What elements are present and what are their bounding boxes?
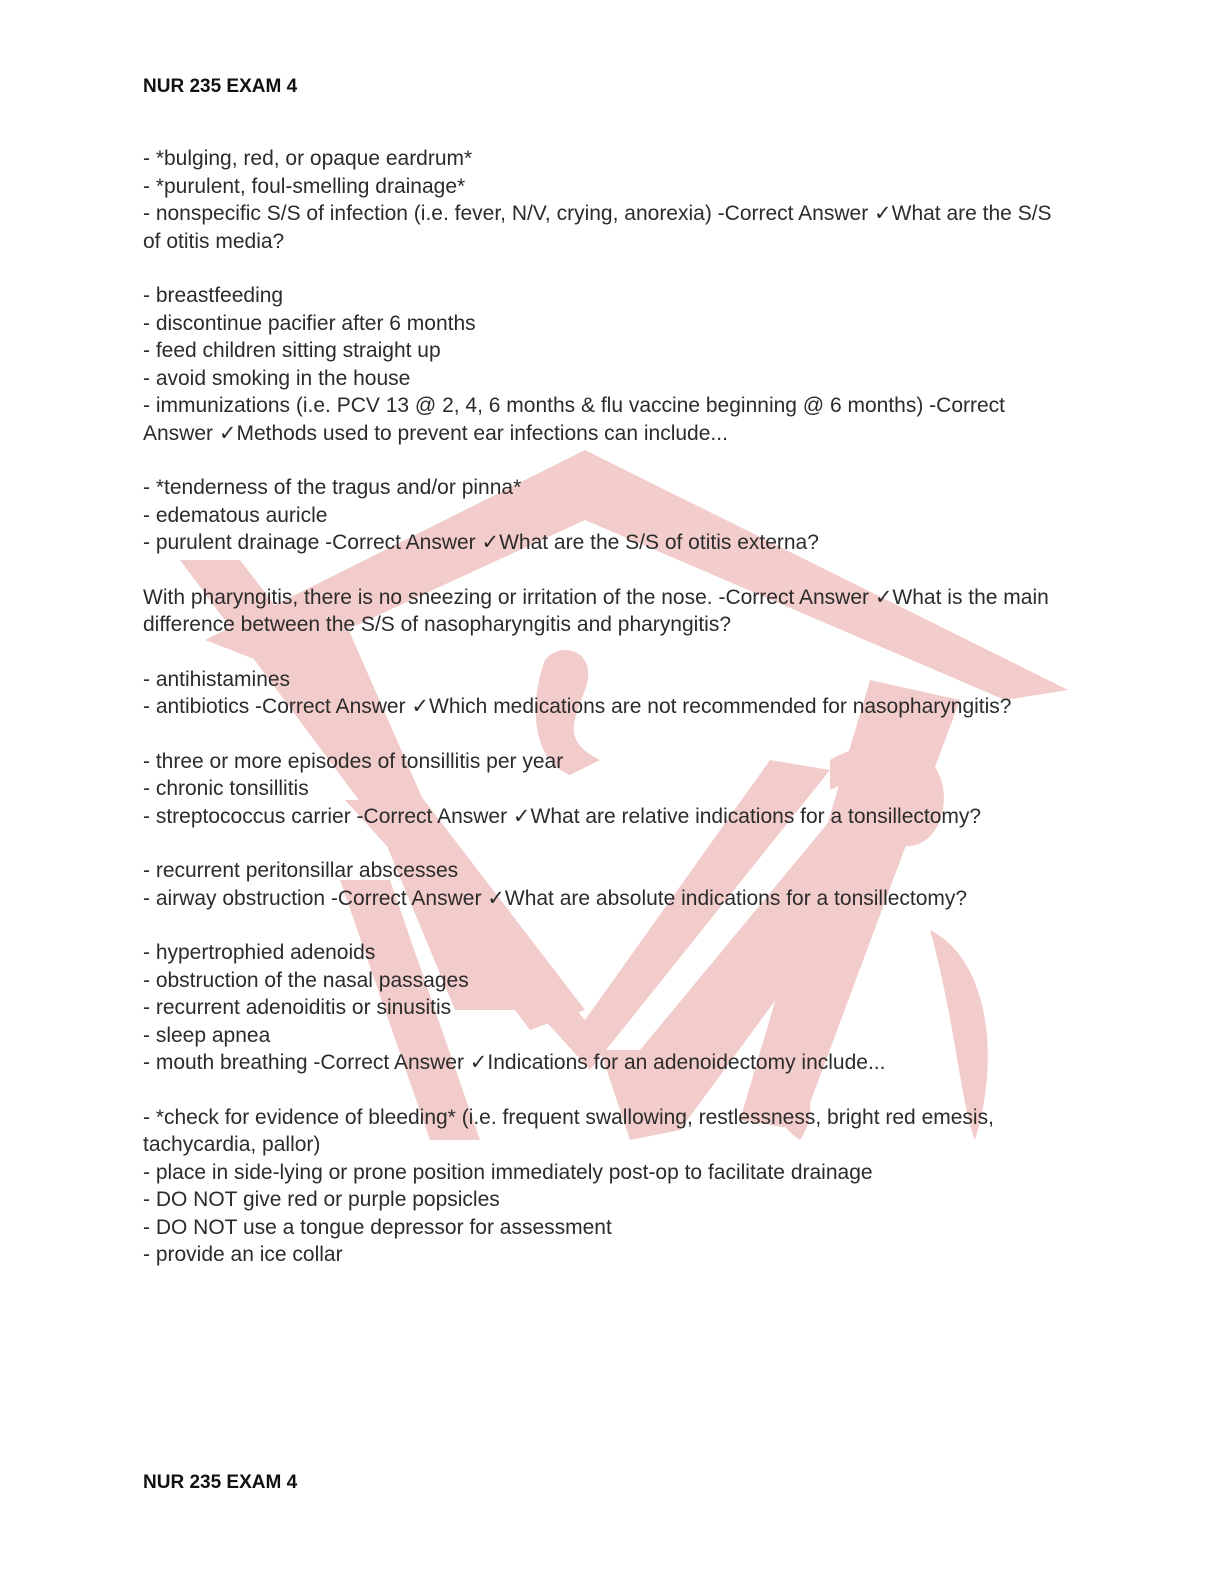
- text-line: - chronic tonsillitis: [143, 777, 309, 800]
- qa-block: [143, 584, 1063, 639]
- text-line: - three or more episodes of tonsillitis per year: [143, 749, 564, 773]
- qa-block: [143, 666, 1063, 721]
- page-header: NUR 235 EXAM 4: [143, 76, 298, 97]
- text-line: - streptococcus carrier -Correct Answer ✓What are relative indications for a tonsillectomy?: [143, 804, 982, 828]
- qa-block: [143, 857, 1063, 912]
- text-line: - *check for evidence of bleeding* (i.e. frequent swallowing, restlessness, bright red emesis, tachycardia, pallor): [143, 1105, 994, 1156]
- text-line: - discontinue pacifier after 6 months: [143, 311, 476, 335]
- text-line: - avoid smoking in the house: [143, 366, 411, 390]
- text-line: - recurrent adenoiditis or sinusitis: [143, 996, 452, 1019]
- qa-block: [143, 1104, 1063, 1269]
- text-line: - mouth breathing -Correct Answer ✓Indications for an adenoidectomy include...: [143, 1051, 886, 1074]
- text-line: With pharyngitis, there is no sneezing or irritation of the nose. -Correct Answer ✓What is the main difference between the S/S of nasopharyngitis and pharyngitis?: [143, 585, 1049, 636]
- text-line: - *purulent, foul-smelling drainage*: [143, 174, 466, 198]
- text-line: - breastfeeding: [143, 284, 284, 307]
- text-line: - edematous auricle: [143, 503, 328, 527]
- text-line: - purulent drainage -Correct Answer ✓What are the S/S of otitis externa?: [143, 531, 819, 554]
- text-line: - recurrent peritonsillar abscesses: [143, 859, 459, 882]
- text-line: - DO NOT use a tongue depressor for assessment: [143, 1215, 612, 1239]
- text-line: - *tenderness of the tragus and/or pinna*: [143, 476, 522, 499]
- text-line: - antihistamines: [143, 667, 291, 691]
- text-line: - obstruction of the nasal passages: [143, 968, 469, 992]
- text-line: - *bulging, red, or opaque eardrum*: [143, 147, 473, 170]
- text-line: - airway obstruction -Correct Answer ✓What are absolute indications for a tonsillectomy?: [143, 886, 968, 910]
- qa-block: [143, 145, 1063, 255]
- text-line: - antibiotics -Correct Answer ✓Which medications are not recommended for nasopharyngitis?: [143, 695, 1012, 718]
- qa-block: [143, 748, 1063, 831]
- qa-block: [143, 282, 1063, 447]
- page-footer: NUR 235 EXAM 4: [143, 1472, 298, 1493]
- text-line: - feed children sitting straight up: [143, 339, 441, 362]
- text-line: - provide an ice collar: [143, 1243, 343, 1266]
- text-line: - place in side-lying or prone position immediately post-op to facilitate drainage: [143, 1160, 873, 1184]
- text-line: - nonspecific S/S of infection (i.e. fever, N/V, crying, anorexia) -Correct Answer ✓What are the S/S of otitis media?: [143, 202, 1052, 253]
- text-line: - DO NOT give red or purple popsicles: [143, 1188, 500, 1211]
- document-body: [143, 145, 1063, 1296]
- text-line: - hypertrophied adenoids: [143, 941, 376, 964]
- qa-block: [143, 939, 1063, 1077]
- qa-block: [143, 474, 1063, 557]
- text-line: - sleep apnea: [143, 1023, 271, 1047]
- text-line: - immunizations (i.e. PCV 13 @ 2, 4, 6 months & flu vaccine beginning @ 6 months) -Correct Answer ✓Methods used to prevent ear infections can include...: [143, 394, 1005, 445]
